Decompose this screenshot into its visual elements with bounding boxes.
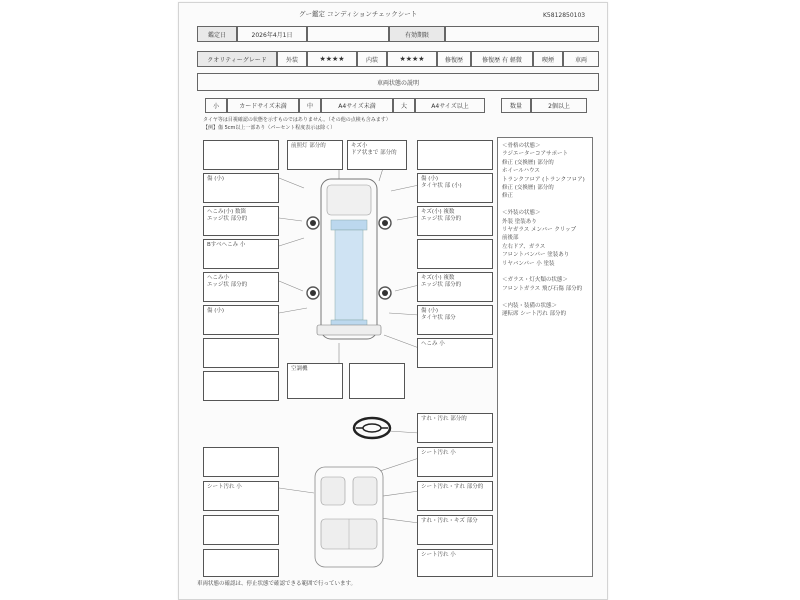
interior-seat-diagram [309,463,389,573]
size-large: 大 [393,98,415,113]
interior-label: 内装 [357,51,387,67]
left-damage-box: 傷 (小) [203,173,279,203]
interior-left-box [203,447,279,477]
expiry-label: 有効期限 [389,26,445,42]
left-damage-box: へこみ(小) 数箇 エッジ状 部分的 [203,206,279,236]
size-small-desc: カードサイズ未満 [227,98,299,113]
note-line: フロントバンパー 塗装あり [502,252,570,259]
smoking-value: 車両 [563,51,599,67]
left-damage-box: へこみ小 エッジ状 部分的 [203,272,279,302]
note-line: 左右ドア、ガラス [502,243,546,250]
note-line: リヤガラス メンバー クリップ [502,227,577,233]
top-damage-box: 前照灯 部分的 [287,140,343,170]
note-line: 修正 (交換歴) 部分的 [502,185,554,191]
note-line: フロントガラス 飛び石傷 部分的 [502,285,583,292]
smoking-label: 喫煙 [533,51,563,67]
footer-note: 車両状態の確認は、停止状態で確認できる範囲で行っています。 [197,581,357,587]
interior-damage-box: シート汚れ・すれ 部分的 [417,481,493,511]
left-damage-box [203,338,279,368]
note-line: ホイールハウス [502,168,540,175]
right-damage-box: キズ(小) 複数 エッジ状 部分的 [417,272,493,302]
interior-damage-box: すれ・汚れ・キズ 部分 [417,515,493,545]
car-top-view [299,175,399,345]
right-damage-box [417,239,493,269]
interior-left-box [203,515,279,545]
note-line: ＜外装の状態＞ [502,210,541,217]
left-damage-box: Bすべへこみ 小 [203,239,279,269]
count-value: 2個以上 [531,98,587,113]
desc-line: 【例】傷 5cm以上一部あり（パーセント程度表示は除く） [203,125,336,131]
exterior-label: 外装 [277,51,307,67]
note-line: 前後部 [502,235,519,242]
right-damage-box: キズ(小) 複数 エッジ状 部分的 [417,206,493,236]
condition-check-sheet [178,2,608,600]
right-damage-box: 傷 (小) タイヤ状 部 (小) [417,173,493,203]
desc-line: タイヤ等は目視確認の状態を示すものではありません。（その他の点検も含みます） [203,117,391,123]
date-label: 鑑定日 [197,26,237,42]
note-line: ＜ガラス・灯火類の状態＞ [502,277,568,284]
note-line: ＜骨格の状態＞ [502,143,541,149]
note-line: 修正 (交換歴) 部分的 [502,159,554,166]
interior-stars: ★★★★ [387,51,437,67]
document-number: K5812850103 [543,12,586,19]
section-title: 車両状態の説明 [197,73,599,91]
note-line: トランクフロア (トランクフロア) [502,176,585,183]
repair-history-label: 修復歴 [437,51,471,67]
inspection-date: 2026年4月1日 [237,26,307,42]
exterior-stars: ★★★★ [307,51,357,67]
interior-damage-box: すれ・汚れ 部分的 [417,413,493,443]
quality-grade-label: クオリティーグレード [197,51,277,67]
repair-history-value: 修復歴 有 軽微 [471,51,533,67]
count-label: 数量 [501,98,531,113]
bottom-damage-box: 空調機 [287,363,343,399]
left-damage-box [203,140,279,170]
note-line: ラジエーターコアサポート [502,151,569,158]
right-damage-box: へこみ 小 [417,338,493,368]
interior-damage-box: シート汚れ 小 [417,549,493,577]
interior-left-box: シート汚れ 小 [203,481,279,511]
left-damage-box: 傷 (小) [203,305,279,335]
size-small: 小 [205,98,227,113]
size-large-desc: A4サイズ以上 [415,98,485,113]
top-damage-box: キズ小 ドア状まで 部分的 [347,140,407,170]
bottom-damage-box [349,363,405,399]
steering-wheel-icon [351,415,393,441]
note-line: 外装 塗装あり [502,218,537,225]
interior-damage-box: シート汚れ 小 [417,447,493,477]
interior-left-box [203,549,279,577]
sheet-title: グー鑑定 コンディションチェックシート [299,10,418,18]
left-damage-box [203,371,279,401]
note-line: ＜内装・装備の状態＞ [502,302,558,309]
right-damage-box [417,140,493,170]
note-line: リヤバンパー 小 塗装 [502,260,555,267]
note-line: 運転席 シート汚れ 部分的 [502,311,566,317]
right-damage-box: 傷 (小) タイヤ状 部分 [417,305,493,335]
size-medium-desc: A4サイズ未満 [321,98,393,113]
note-line: 修正 [502,193,514,200]
size-medium: 中 [299,98,321,113]
